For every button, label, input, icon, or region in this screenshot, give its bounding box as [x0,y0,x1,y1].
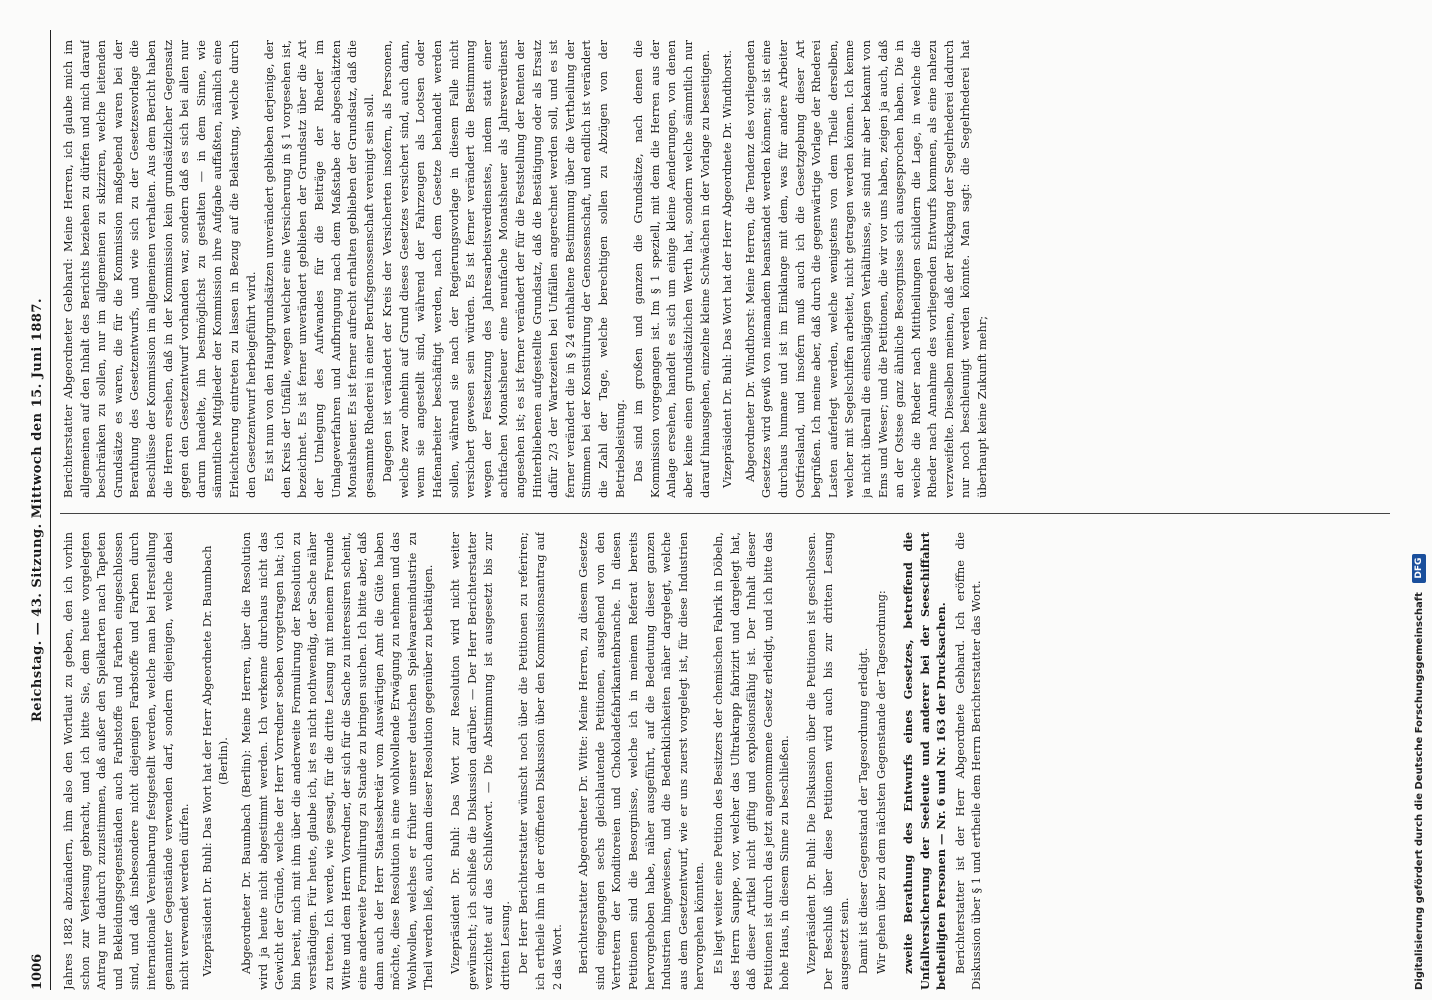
paragraph: Berichterstatter Abgeordneter Gebhard: Meine Herren, ich glaube mich im allgemeinen auf den Inhalt des Berichts beziehen zu dürfen und mich darauf beschränken zu sollen, nur im allgemeinen zu skizziren, welche leitenden Grundsätze es waren, die für die Kommission maßgebend waren bei der Berathung des Gesetzentwurfs, und wie sich zu der Gesetzesvorlage die Beschlüsse der Kommission im allgemeinen verhalten. Aus dem Bericht haben die Herren ersehen, daß in der Kommission kein grundsätzlicher Gegensatz gegen den Gesetzentwurf vorhanden war, sondern daß es sich bei allen nur darum handelte, ihn bestmöglichst zu gestalten — in dem Sinne, wie sämmtliche Mitglieder der Kommission ihre Aufgabe auffaßten, nämlich eine Erleichterung eintreten zu lassen in Bezug auf die Belastung, welche durch den Gesetzentwurf herbeigeführt wird. [61,40,258,498]
page-title: Reichstag. — 43. Sitzung. Mittwoch den 15. Juni 1887. [30,298,45,722]
paragraph: zweite Berathung des Entwurfs eines Gesetzes, betreffend die Unfallversicherung der Seeleute und anderer bei der Seeschiffahrt betheiligten Personen — Nr. 6 und Nr. 163 der Drucksachen. [900,532,949,990]
paragraph: Das sind im großen und ganzen die Grundsätze, nach denen die Kommission vorgegangen ist. Im § 1 speziell, mit dem die Herren aus der Anlage ersehen, handelt es sich um einige kleine Aenderungen, von denen aber keine einen grundsätzlichen Werth hat, sondern welche sämmtlich nur darauf hinausgehen, einzelne kleine Schwächen in der Vorlage zu beseitigen. [631,40,712,498]
paragraph: Der Herr Berichterstatter wünscht noch über die Petitionen zu referiren; ich ertheile ihm in der eröffneten Diskussion über den Kommissionsantrag auf 2 das Wort. [516,532,564,990]
paragraph: Abgeordneter Dr. Windthorst: Meine Herren, die Tendenz des vorliegenden Gesetzes wird gewiß von niemandem beanstandet werden können; sie ist eine durchaus humane und ist im Einklange mit dem, was für andere Arbeiter Ostfriesland, und insofern muß auch ich die Gesetzgebung dieser Art begrüßen. Ich meine aber, daß durch die gegenwärtige Vorlage der Rhederei Lasten auferlegt werden, welche wenigstens von dem Theile derselben, welcher mit Segelschiffen arbeitet, nicht getragen werden können. Ich kenne ja nicht überall die einschlägigen Verhältnisse, sie sind mir aber bekannt von Ems und Weser; und die Petitionen, die wir vor uns haben, zeigen ja auch, daß an der Ostsee ganz ähnliche Besorgnisse sich ausgesprochen haben. Die in weiche die Rheder nach Mittheilungen schildern die Lage, in welche die Rheder nach Annahme des vorliegenden Entwurfs kommen, als eine nahezu verzweifelte. Dieselben meinen, daß der Rückgang der Segelrhederei dadurch nur noch beschleunigt werden könnte. Man sagt: die Segelrhederei hat überhaupt keine Zukunft mehr; [742,40,990,498]
digitization-credit [1410,10,1430,990]
paragraph: Vizepräsident Dr. Buhl: Das Wort hat der Herr Abgeordnete Dr. Windthorst. [720,50,735,488]
page-number: 1006 [30,953,45,990]
paragraph: Berichterstatter Abgeordneter Dr. Witte: Meine Herren, zu diesem Gesetze sind eingegangen sechs gleichlautende Petitionen, ausgehend von den Vertretern der Konditoreien und Chokoladefabrikantenbranche. In diesen Petitionen sind die Besorgnisse, welche ich in meinem Referat bereits hervorgehoben habe, näher ausgeführt, auf die Bedeutung dieser ganzen Industrien hingewiesen, und die Bedenklichkeiten näher dargelegt, welche aus dem Gesetzentwurf, wie er uns zuerst vorgelegt ist, für diese Industrien hervorgehen könnten. [576,532,707,990]
credit-text: Digitalisierung gefördert durch die Deutsche Forschungsgemeinschaft [1414,592,1425,990]
column-divider [60,513,1390,514]
paragraph: Vizepräsident Dr. Buhl: Die Diskussion über die Petitionen ist geschlossen. Der Beschluß über diese Petitionen wird auch bis zur dritten Lesung ausgesetzt sein. [803,532,852,990]
rotated-document-page [26,30,1406,990]
right-column [60,40,1390,498]
paragraph: Damit ist dieser Gegenstand der Tagesordnung erledigt. [855,647,870,974]
paragraph: Vizepräsident Dr. Buhl: Das Wort hat der Herr Abgeordnete Dr. Baumbach (Berlin). [199,545,231,977]
paragraph: Jahres 1882 abzuändern, ihm also den Wortlaut zu geben, den ich vorhin schon zur Verlesung gebracht, und ich bitte Sie, dem heute vorgelegten Antrag nur dadurch zuzustimmen, daß außer den Spielkarten nach Tapeten und Bekleidungsgegenständen auch Farbstoffe und Farben eingeschlossen sind, und daß insbesondere nicht diejenigen Farbstoffe und Farben durch internationale Vereinbarung festgestellt werden, welche man bei Herstellung genannter Gegenstände verwenden darf, sondern diejenigen, welche dabei nicht verwendet werden dürfen. [61,532,192,990]
dfg-logo: DFG [1412,554,1426,583]
paragraph: Vizepräsident Dr. Buhl: Das Wort zur Resolution wird nicht weiter gewünscht; ich schließe die Diskussion darüber. — Der Herr Berichterstatter verzichtet auf das Schlußwort. — Die Abstimmung ist ausgesetzt bis zur dritten Lesung. [448,532,512,990]
paragraph: Berichterstatter ist der Herr Abgeordnete Gebhard. Ich eröffne die Diskussion über § 1 und ertheile dem Herrn Berichterstatter das Wort. [952,532,984,990]
paragraph: Es liegt weiter eine Petition des Besitzers der chemischen Fabrik in Döbeln, des Herrn Sauppe, vor, welcher das Ultrakrapp fabrizirt und dargelegt hat, daß dieser Artikel nicht giftig und explosionsfähig ist. Der Inhalt dieser Petitionen ist durch das jetzt angenommene Gesetz erledigt, und ich bitte das hohe Haus, in diesem Sinne zu beschließen. [710,532,792,990]
left-column [60,532,1390,990]
page-header [26,30,51,990]
paragraph: Es ist nun von den Hauptgrundsätzen unverändert geblieben derjenige, der den Kreis der Unfälle, wegen welcher eine Versicherung in § 1 vorgesehen ist, bezeichnet. Es ist ferner unverändert geblieben der Grundsatz über die Art der Umlegung des Aufwandes für die Beiträge der Rheder im Umlageverfahren und Aufbringung nach dem Maßstabe der abgeschätzten Monatsheuer. Es ist ferner aufrecht erhalten geblieben der Grundsatz, daß die gesammte Rhederei in einer Berufsgenossenschaft vereinigt sein soll. [262,40,376,498]
paragraph: Abgeordneter Dr. Baumbach (Berlin): Meine Herren, über die Resolution wird ja heute nicht abgestimmt werden. Ich verkenne durchaus nicht das Gewicht der Gründe, welche der Herr Vorredner soeben vorgetragen hat; ich bin bereit, mich mit ihm über die anderweite Formulirung der Resolution zu verständigen. Für heute, glaube ich, ist es nicht nothwendig, der Sache näher zu treten. Ich werde, wie gesagt, für die dritte Lesung mit meinem Freunde Witte und dem Herrn Vorredner, der sich für die Sache zu interessiren scheint, eine anderweite Formulirung zu Stande zu bringen suchen. Ich bitte aber, daß dann auch der Herr Staatssekretär vom Auswärtigen Amt die Güte haben möchte, diese Resolution in eine wohlwollende Erwägung zu nehmen und das Wohlwollen, welches er früher unserer deutschen Spielwaarenindustrie zu Theil werden ließ, auch dann dieser Resolution gegenüber zu bethätigen. [238,532,436,990]
paragraph: Wir gehen über zu dem nächsten Gegenstande der Tagesordnung: [874,590,889,974]
paragraph: Dagegen ist verändert der Kreis der Versicherten insofern, als Personen, welche zwar ohnehin auf Grund dieses Gesetzes versichert sind, auch dann, wenn sie angestellt sind, während der Fahrzeugen als Lootsen oder Hafenarbeiter beschäftigt werden, nach dem Gesetze behandelt werden sollen, während sie nach der Regierungsvorlage in diesem Falle nicht versichert gewesen sein würden. Es ist ferner verändert die Bestimmung wegen der Festsetzung des Jahresarbeitsverdienstes, indem statt einer achtfachen Monatsheuer eine neunfache Monatsheuer als Jahresverdienst angesehen ist; es ist ferner verändert der für die Feststellung der Renten der Hinterbliebenen aufgestellte Grundsatz, daß die Bestätigung oder als Ersatz dafür 2/3 der Wartezeiten bei Unfällen angerechnet werden soll, und es ist ferner verändert die in § 24 enthaltene Bestimmung über die Vertheilung der Stimmen bei der Konstituirung der Genossenschaft, und endlich ist verändert die Zahl der Tage, welche berechtigen sollen zu Abzügen von der Betriebsleistung. [380,40,627,498]
